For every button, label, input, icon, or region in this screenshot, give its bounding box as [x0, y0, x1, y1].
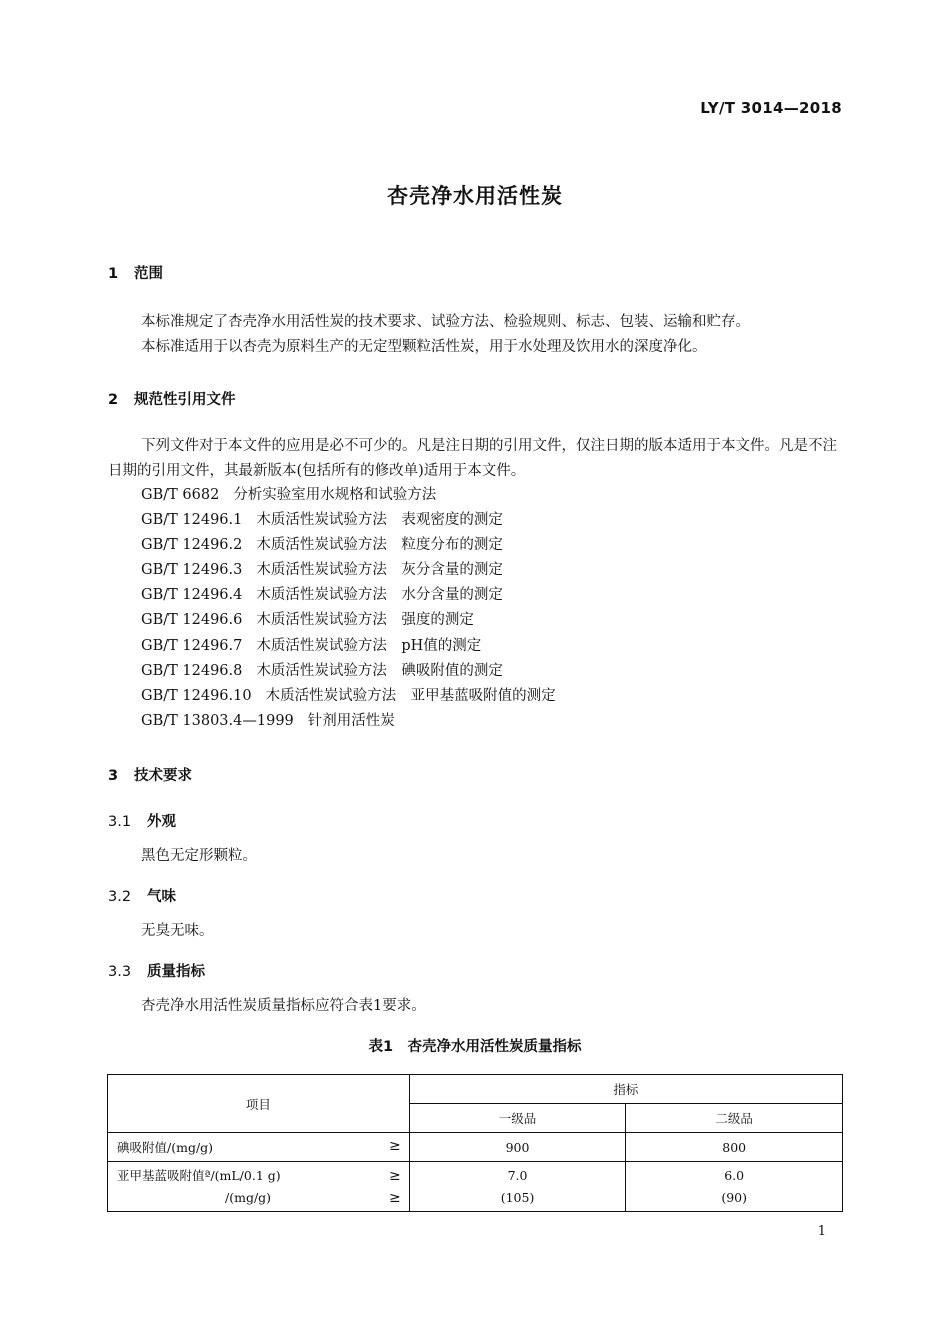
reference-item: [141, 533, 556, 558]
reference-list: [141, 483, 556, 734]
ge-symbol: ≥: [388, 1189, 401, 1206]
reference-item: [141, 558, 556, 583]
table-header-item: 项目: [108, 1075, 410, 1133]
reference-title: 木质活性炭试验方法 灰分含量的测定: [256, 562, 503, 579]
scope-paragraph-2: 本标准适用于以杏壳为原料生产的无定型颗粒活性炭，用于水处理及饮用水的深度净化。: [141, 339, 707, 355]
reference-title: 木质活性炭试验方法 水分含量的测定: [256, 587, 503, 604]
reference-item: [141, 684, 556, 709]
section-title: 技术要求: [134, 768, 192, 784]
reference-code: GB/T 12496.10: [141, 687, 252, 704]
ge-symbol: ≥: [388, 1138, 401, 1154]
references-intro-paragraph: 下列文件对于本文件的应用是必不可少的。凡是注日期的引用文件，仅注日期的版本适用于本文件。凡是不注日期的引用文件，其最新版本(包括所有的修改单)适用于本文件。: [108, 438, 837, 479]
ge-symbol: ≥: [388, 1167, 401, 1184]
reference-title: 分析实验室用水规格和试验方法: [233, 487, 437, 503]
section-title: 规范性引用文件: [134, 392, 236, 408]
table-row: [108, 1162, 843, 1212]
reference-item: [141, 508, 556, 533]
scope-paragraph-1: 本标准规定了杏壳净水用活性炭的技术要求、试验方法、检验规则、标志、包装、运输和贮存。: [141, 314, 750, 330]
odor-paragraph: 无臭无味。: [141, 923, 214, 939]
section-number: 1: [108, 266, 119, 282]
table-cell-label: 碘吸附值/(mg/g) ≥: [108, 1133, 410, 1162]
section-2-heading: [108, 388, 236, 409]
section-number: 2: [108, 392, 119, 408]
appearance-paragraph: 黑色无定形颗粒。: [141, 848, 257, 864]
reference-item: [141, 659, 556, 684]
reference-code: GB/T 12496.3: [141, 562, 243, 579]
quality-index-table: [107, 1074, 843, 1212]
table-header-grade-1: 一级品: [409, 1104, 626, 1133]
reference-item: [141, 608, 556, 633]
table-cell-value: 800: [626, 1133, 843, 1162]
section-number: 3.2: [108, 889, 132, 905]
reference-item: [141, 483, 556, 508]
table-cell-value: 900: [409, 1133, 626, 1162]
reference-title: 木质活性炭试验方法 pH值的测定: [256, 637, 482, 654]
section-title: 质量指标: [147, 964, 205, 980]
reference-code: GB/T 12496.7: [141, 637, 243, 654]
section-title: 气味: [147, 889, 176, 905]
reference-title: 木质活性炭试验方法 碘吸附值的测定: [256, 662, 503, 679]
section-3-heading: [108, 764, 192, 785]
table-header-grade-2: 二级品: [626, 1104, 843, 1133]
reference-code: GB/T 13803.4—1999: [141, 712, 294, 729]
reference-title: 木质活性炭试验方法 粒度分布的测定: [256, 537, 503, 554]
reference-title: 针剂用活性炭: [307, 712, 395, 729]
reference-code: GB/T 12496.6: [141, 612, 243, 629]
page-number: 1: [817, 1224, 826, 1239]
section-number: 3: [108, 768, 119, 784]
reference-title: 木质活性炭试验方法 亚甲基蓝吸附值的测定: [265, 687, 556, 704]
table-header-index: 指标: [409, 1075, 842, 1104]
reference-item: [141, 583, 556, 608]
section-3-2-heading: [108, 885, 176, 906]
section-title: 范围: [134, 266, 163, 282]
section-3-3-heading: [108, 960, 205, 981]
quality-paragraph: 杏壳净水用活性炭质量指标应符合表1要求。: [141, 998, 426, 1014]
table-caption: 表1 杏壳净水用活性炭质量指标: [368, 1039, 582, 1055]
section-number: 3.3: [108, 964, 132, 980]
table-row: [108, 1133, 843, 1162]
reference-code: GB/T 12496.8: [141, 662, 243, 679]
reference-item: [141, 709, 556, 734]
reference-title: 木质活性炭试验方法 表观密度的测定: [256, 512, 503, 529]
section-number: 3.1: [108, 814, 132, 830]
reference-code: GB/T 12496.2: [141, 537, 243, 554]
document-title: 杏壳净水用活性炭: [387, 184, 563, 208]
reference-code: GB/T 12496.4: [141, 587, 243, 604]
section-3-1-heading: [108, 810, 176, 831]
section-1-heading: [108, 262, 163, 283]
section-title: 外观: [147, 814, 176, 830]
reference-item: [141, 634, 556, 659]
table-cell-value: 7.0 (105): [409, 1162, 626, 1212]
reference-code: GB/T 12496.1: [141, 512, 243, 529]
reference-title: 木质活性炭试验方法 强度的测定: [256, 612, 474, 629]
reference-code: GB/T 6682: [141, 487, 220, 503]
table-cell-value: 6.0 (90): [626, 1162, 843, 1212]
standard-code: LY/T 3014—2018: [700, 99, 842, 117]
table-cell-label: 亚甲基蓝吸附值ª/(mL/0.1 g) ≥ /(mg/g) ≥: [108, 1162, 410, 1212]
